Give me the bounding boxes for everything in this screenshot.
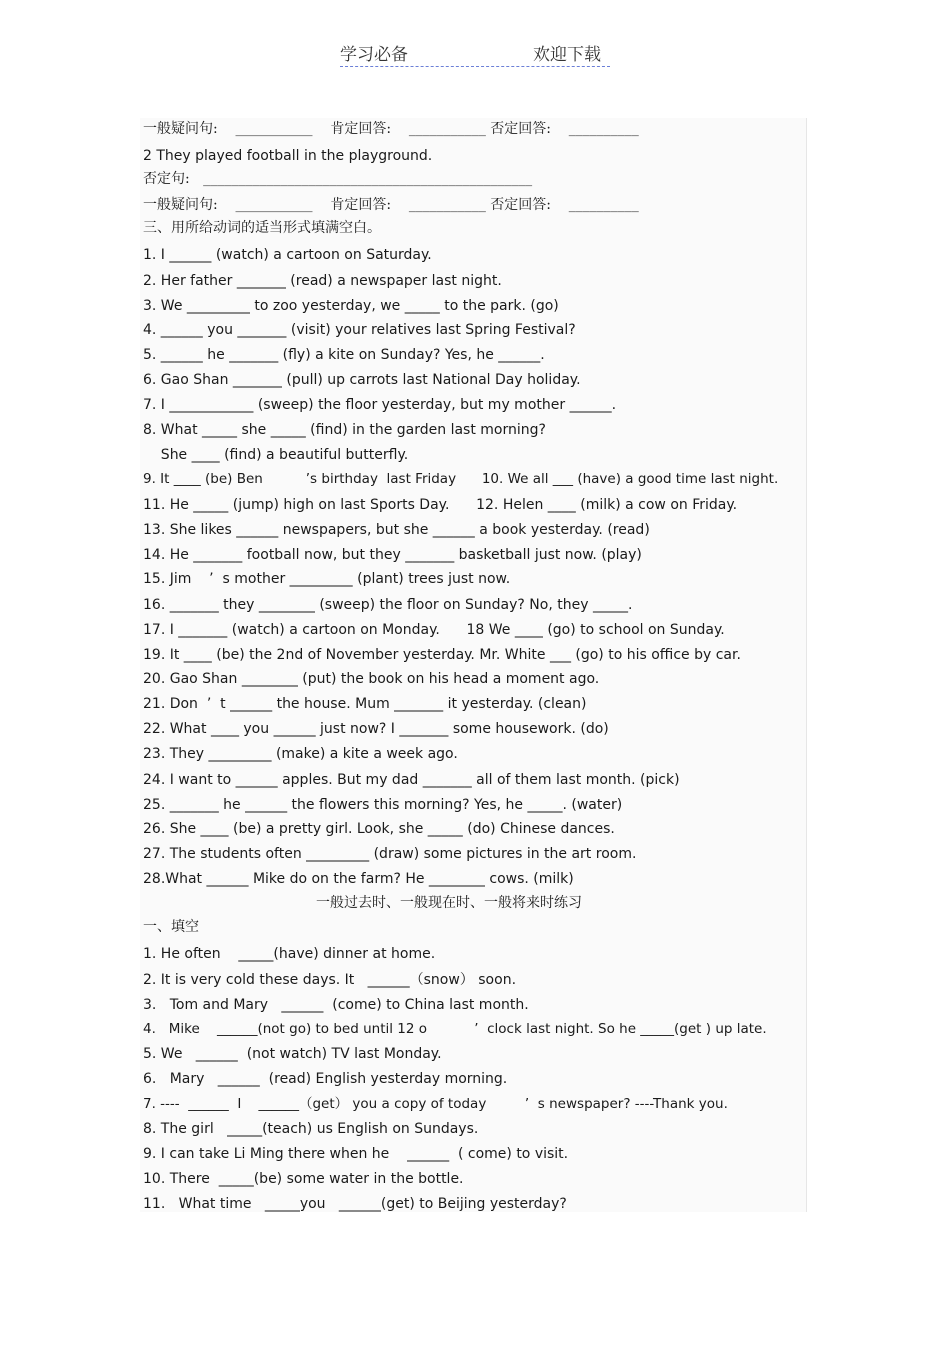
exercise-line: 15. Jim ’ s mother _________ (plant) trees just now. (143, 571, 511, 587)
header-left-text: 学习必备 (340, 45, 408, 65)
section-heading: 一、填空 (143, 919, 199, 935)
section-heading: 三、用所给动词的适当形式填满空白。 (143, 220, 381, 236)
exercise-line: 8. What _____ she _____ (find) in the garden last morning? (143, 422, 546, 438)
exercise-line: 2 They played football in the playground. (143, 148, 433, 164)
exercise-line: 5. ______ he _______ (fly) a kite on Sunday? Yes, he ______. (143, 347, 545, 363)
exercise-line: 24. I want to ______ apples. But my dad _______ all of them last month. (pick) (143, 772, 680, 788)
exercise-line: 2. It is very cold these days. It ______（snow） soon. (143, 972, 517, 988)
exercise-line: 一般疑问句: ___________ 肯定回答: ___________ 否定回答: __________ (143, 197, 639, 213)
exercise-line: 4. Mike ______(not go) to bed until 12 o ’ clock last night. So he _____(get ) up late. (143, 1021, 767, 1037)
exercise-line: 28.What ______ Mike do on the farm? He ________ cows. (milk) (143, 871, 574, 887)
exercise-line: 7. I ____________ (sweep) the floor yesterday, but my mother ______. (143, 397, 617, 413)
exercise-line: 9. I can take Li Ming there when he ______ ( come) to visit. (143, 1146, 569, 1162)
page-header (340, 40, 610, 67)
exercise-line: 6. Mary ______ (read) English yesterday morning. (143, 1071, 508, 1087)
exercise-line: 26. She ____ (be) a pretty girl. Look, she _____ (do) Chinese dances. (143, 821, 615, 837)
exercise-line: 7. ---- ______ I ______（get） you a copy of today ’ s newspaper? ----Thank you. (143, 1096, 728, 1112)
exercise-line: 11. What time _____you ______(get) to Beijing yesterday? (143, 1196, 567, 1212)
exercise-line: 5. We ______ (not watch) TV last Monday. (143, 1046, 442, 1062)
exercise-line: 21. Don ’ t ______ the house. Mum _______ it yesterday. (clean) (143, 696, 587, 712)
exercise-line: 11. He _____ (jump) high on last Sports Day. 12. Helen ____ (milk) a cow on Friday. (143, 497, 738, 513)
exercise-line: 25. _______ he ______ the flowers this morning? Yes, he _____. (water) (143, 797, 623, 813)
exercise-line: 一般疑问句: ___________ 肯定回答: ___________ 否定回答: __________ (143, 121, 639, 137)
exercise-line: 10. There _____(be) some water in the bottle. (143, 1171, 464, 1187)
exercise-line: 6. Gao Shan _______ (pull) up carrots last National Day holiday. (143, 372, 581, 388)
exercise-line: 1. I ______ (watch) a cartoon on Saturday. (143, 247, 432, 263)
exercise-line: 2. Her father _______ (read) a newspaper last night. (143, 273, 502, 289)
exercise-line: She ____ (find) a beautiful butterfly. (143, 447, 409, 463)
exercise-line: 9. It ____ (be) Ben ’s birthday last Friday 10. We all ___ (have) a good time last night. (143, 471, 779, 487)
exercise-line: 16. _______ they ________ (sweep) the floor on Sunday? No, they _____. (143, 597, 633, 613)
exercise-line: 1. He often _____(have) dinner at home. (143, 946, 436, 962)
exercise-line: 14. He _______ football now, but they _______ basketball just now. (play) (143, 547, 642, 563)
header-right-text: 欢迎下载 (533, 45, 601, 65)
exercise-line: 17. I _______ (watch) a cartoon on Monday. 18 We ____ (go) to school on Sunday. (143, 622, 725, 638)
exercise-line: 否定句: _______________________________________________ (143, 171, 533, 187)
exercise-line: 23. They _________ (make) a kite a week ago. (143, 746, 458, 762)
exercise-line: 13. She likes ______ newspapers, but she ______ a book yesterday. (read) (143, 522, 650, 538)
exercise-line: 4. ______ you _______ (visit) your relatives last Spring Festival? (143, 322, 576, 338)
section-title: 一般过去时、一般现在时、一般将来时练习 (316, 895, 582, 911)
exercise-line: 19. It ____ (be) the 2nd of November yesterday. Mr. White ___ (go) to his office by car. (143, 647, 741, 663)
exercise-line: 3. We _________ to zoo yesterday, we _____ to the park. (go) (143, 298, 559, 314)
exercise-line: 3. Tom and Mary ______ (come) to China last month. (143, 997, 529, 1013)
exercise-line: 27. The students often _________ (draw) some pictures in the art room. (143, 846, 637, 862)
exercise-line: 20. Gao Shan ________ (put) the book on his head a moment ago. (143, 671, 600, 687)
exercise-line: 22. What ____ you ______ just now? I _______ some housework. (do) (143, 721, 609, 737)
exercise-line: 8. The girl _____(teach) us English on Sundays. (143, 1121, 479, 1137)
